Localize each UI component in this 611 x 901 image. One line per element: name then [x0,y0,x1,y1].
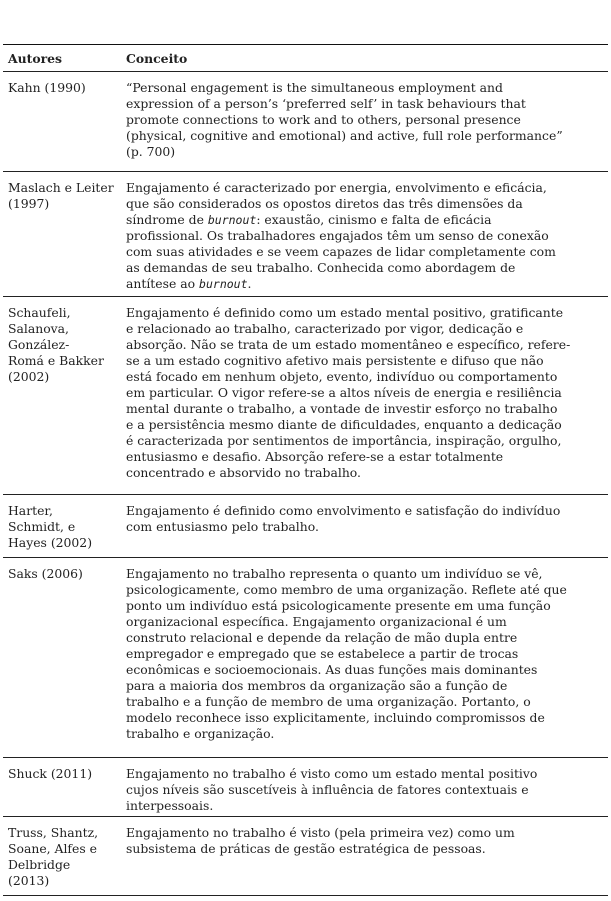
text-line: é caracterizada por sentimentos de importância, inspiração, orgulho, [126,433,562,448]
text-line: Shuck (2011) [8,766,93,781]
text-line: empregador e empregado que se estabelece a partir de trocas [126,646,519,661]
text-line: expression of a person’s ‘preferred self’ in task behaviours that [126,96,526,111]
author-cell [3,503,126,557]
text-line: Hayes (2002) [8,535,93,550]
text-line: (physical, cognitive and emotional) and active, full role performance” [126,128,563,143]
text-line: Harter, [8,503,53,518]
text-line: absorção. Não se trata de um estado momentâneo e específico, refere- [126,337,571,352]
table-row [3,297,608,495]
text-line: com entusiasmo pelo trabalho. [126,519,319,534]
concept-cell [126,80,608,171]
text-line: (2013) [8,873,50,888]
text-line: está focado em nenhum objeto, evento, indivíduo ou comportamento [126,369,558,384]
concepts-table [3,44,608,896]
text-line: Maslach e Leiter [8,180,114,195]
text-line: econômicas e socioemocionais. As duas funções mais dominantes [126,662,538,677]
text-line: Engajamento no trabalho representa o quanto um indivíduo se vê, [126,566,543,581]
text-line: em particular. O vigor refere-se a altos níveis de energia e resiliência [126,385,562,400]
text-line: Schmidt, e [8,519,76,534]
table-row [3,758,608,817]
text-line: se a um estado cognitivo afetivo mais persistente e difuso que não [126,353,544,368]
text-line: entusiasmo e desafio. Absorção refere-se a estar totalmente [126,449,504,464]
text-line: síndrome de burnout: exaustão, cinismo e falta de eficácia [126,212,492,227]
text-line: (p. 700) [126,144,176,159]
table-row [3,72,608,172]
table-row [3,558,608,758]
concept-cell [126,305,608,494]
author-cell [3,305,126,494]
text-line: cujos níveis são suscetíveis à influência de fatores contextuais e [126,782,529,797]
header-authors: Autores [8,50,62,66]
text-line: modelo reconhece isso explicitamente, incluindo compromissos de [126,710,545,725]
text-line: e relacionado ao trabalho, caracterizado por vigor, dedicação e [126,321,524,336]
author-cell [3,766,126,816]
text-line: construto relacional e depende da relação de mão dupla entre [126,630,518,645]
table-row [3,495,608,558]
text-line: “Personal engagement is the simultaneous employment and [126,80,503,95]
text-line: promote connections to work and to others, personal presence [126,112,521,127]
table-header-row [3,45,608,72]
text-line: Salanova, [8,321,69,336]
text-line: (2002) [8,369,50,384]
table-row [3,172,608,297]
text-line: González- [8,337,70,352]
text-line: interpessoais. [126,798,214,813]
text-line: Delbridge [8,857,71,872]
text-line: para a maioria dos membros da organização são a função de [126,678,508,693]
text-line: psicologicamente, como membro de uma organização. Reflete até que [126,582,567,597]
text-line: que são considerados os opostos diretos das três dimensões da [126,196,523,211]
author-cell [3,566,126,757]
text-line: com suas atividades e se veem capazes de lidar completamente com [126,244,556,259]
text-line: profissional. Os trabalhadores engajados têm um senso de conexão [126,228,549,243]
table-row [3,817,608,896]
text-line: organizacional específica. Engajamento organizacional é um [126,614,507,629]
text-line: mental durante o trabalho, a vontade de investir esforço no trabalho [126,401,558,416]
text-line: ponto um indivíduo está psicologicamente presente em uma função [126,598,551,613]
concept-cell [126,566,608,757]
concept-cell [126,825,608,895]
text-line: Soane, Alfes e [8,841,97,856]
text-line: Romá e Bakker [8,353,104,368]
text-line: trabalho e a função de membro de uma organização. Portanto, o [126,694,531,709]
text-line: Engajamento no trabalho é visto como um estado mental positivo [126,766,538,781]
author-cell [3,825,126,895]
author-cell [3,80,126,171]
text-line: Schaufeli, [8,305,71,320]
text-line: Engajamento é definido como envolvimento e satisfação do indivíduo [126,503,561,518]
header-concept: Conceito [126,50,188,66]
text-line: as demandas de seu trabalho. Conhecida como abordagem de [126,260,516,275]
text-line: Engajamento é definido como um estado mental positivo, gratificante [126,305,564,320]
text-line: concentrado e absorvido no trabalho. [126,465,361,480]
text-line: e a persistência mesmo diante de dificuldades, enquanto a dedicação [126,417,562,432]
text-line: subsistema de práticas de gestão estratégica de pessoas. [126,841,486,856]
text-line: Truss, Shantz, [8,825,99,840]
concept-cell [126,503,608,557]
author-cell [3,180,126,296]
text-line: antítese ao burnout. [126,276,252,291]
text-line: trabalho e organização. [126,726,275,741]
text-line: Kahn (1990) [8,80,86,95]
text-line: Engajamento é caracterizado por energia, envolvimento e eficácia, [126,180,547,195]
concept-cell [126,180,608,296]
text-line: (1997) [8,196,50,211]
text-line: Engajamento no trabalho é visto (pela primeira vez) como um [126,825,515,840]
text-line: Saks (2006) [8,566,83,581]
concept-cell [126,766,608,816]
